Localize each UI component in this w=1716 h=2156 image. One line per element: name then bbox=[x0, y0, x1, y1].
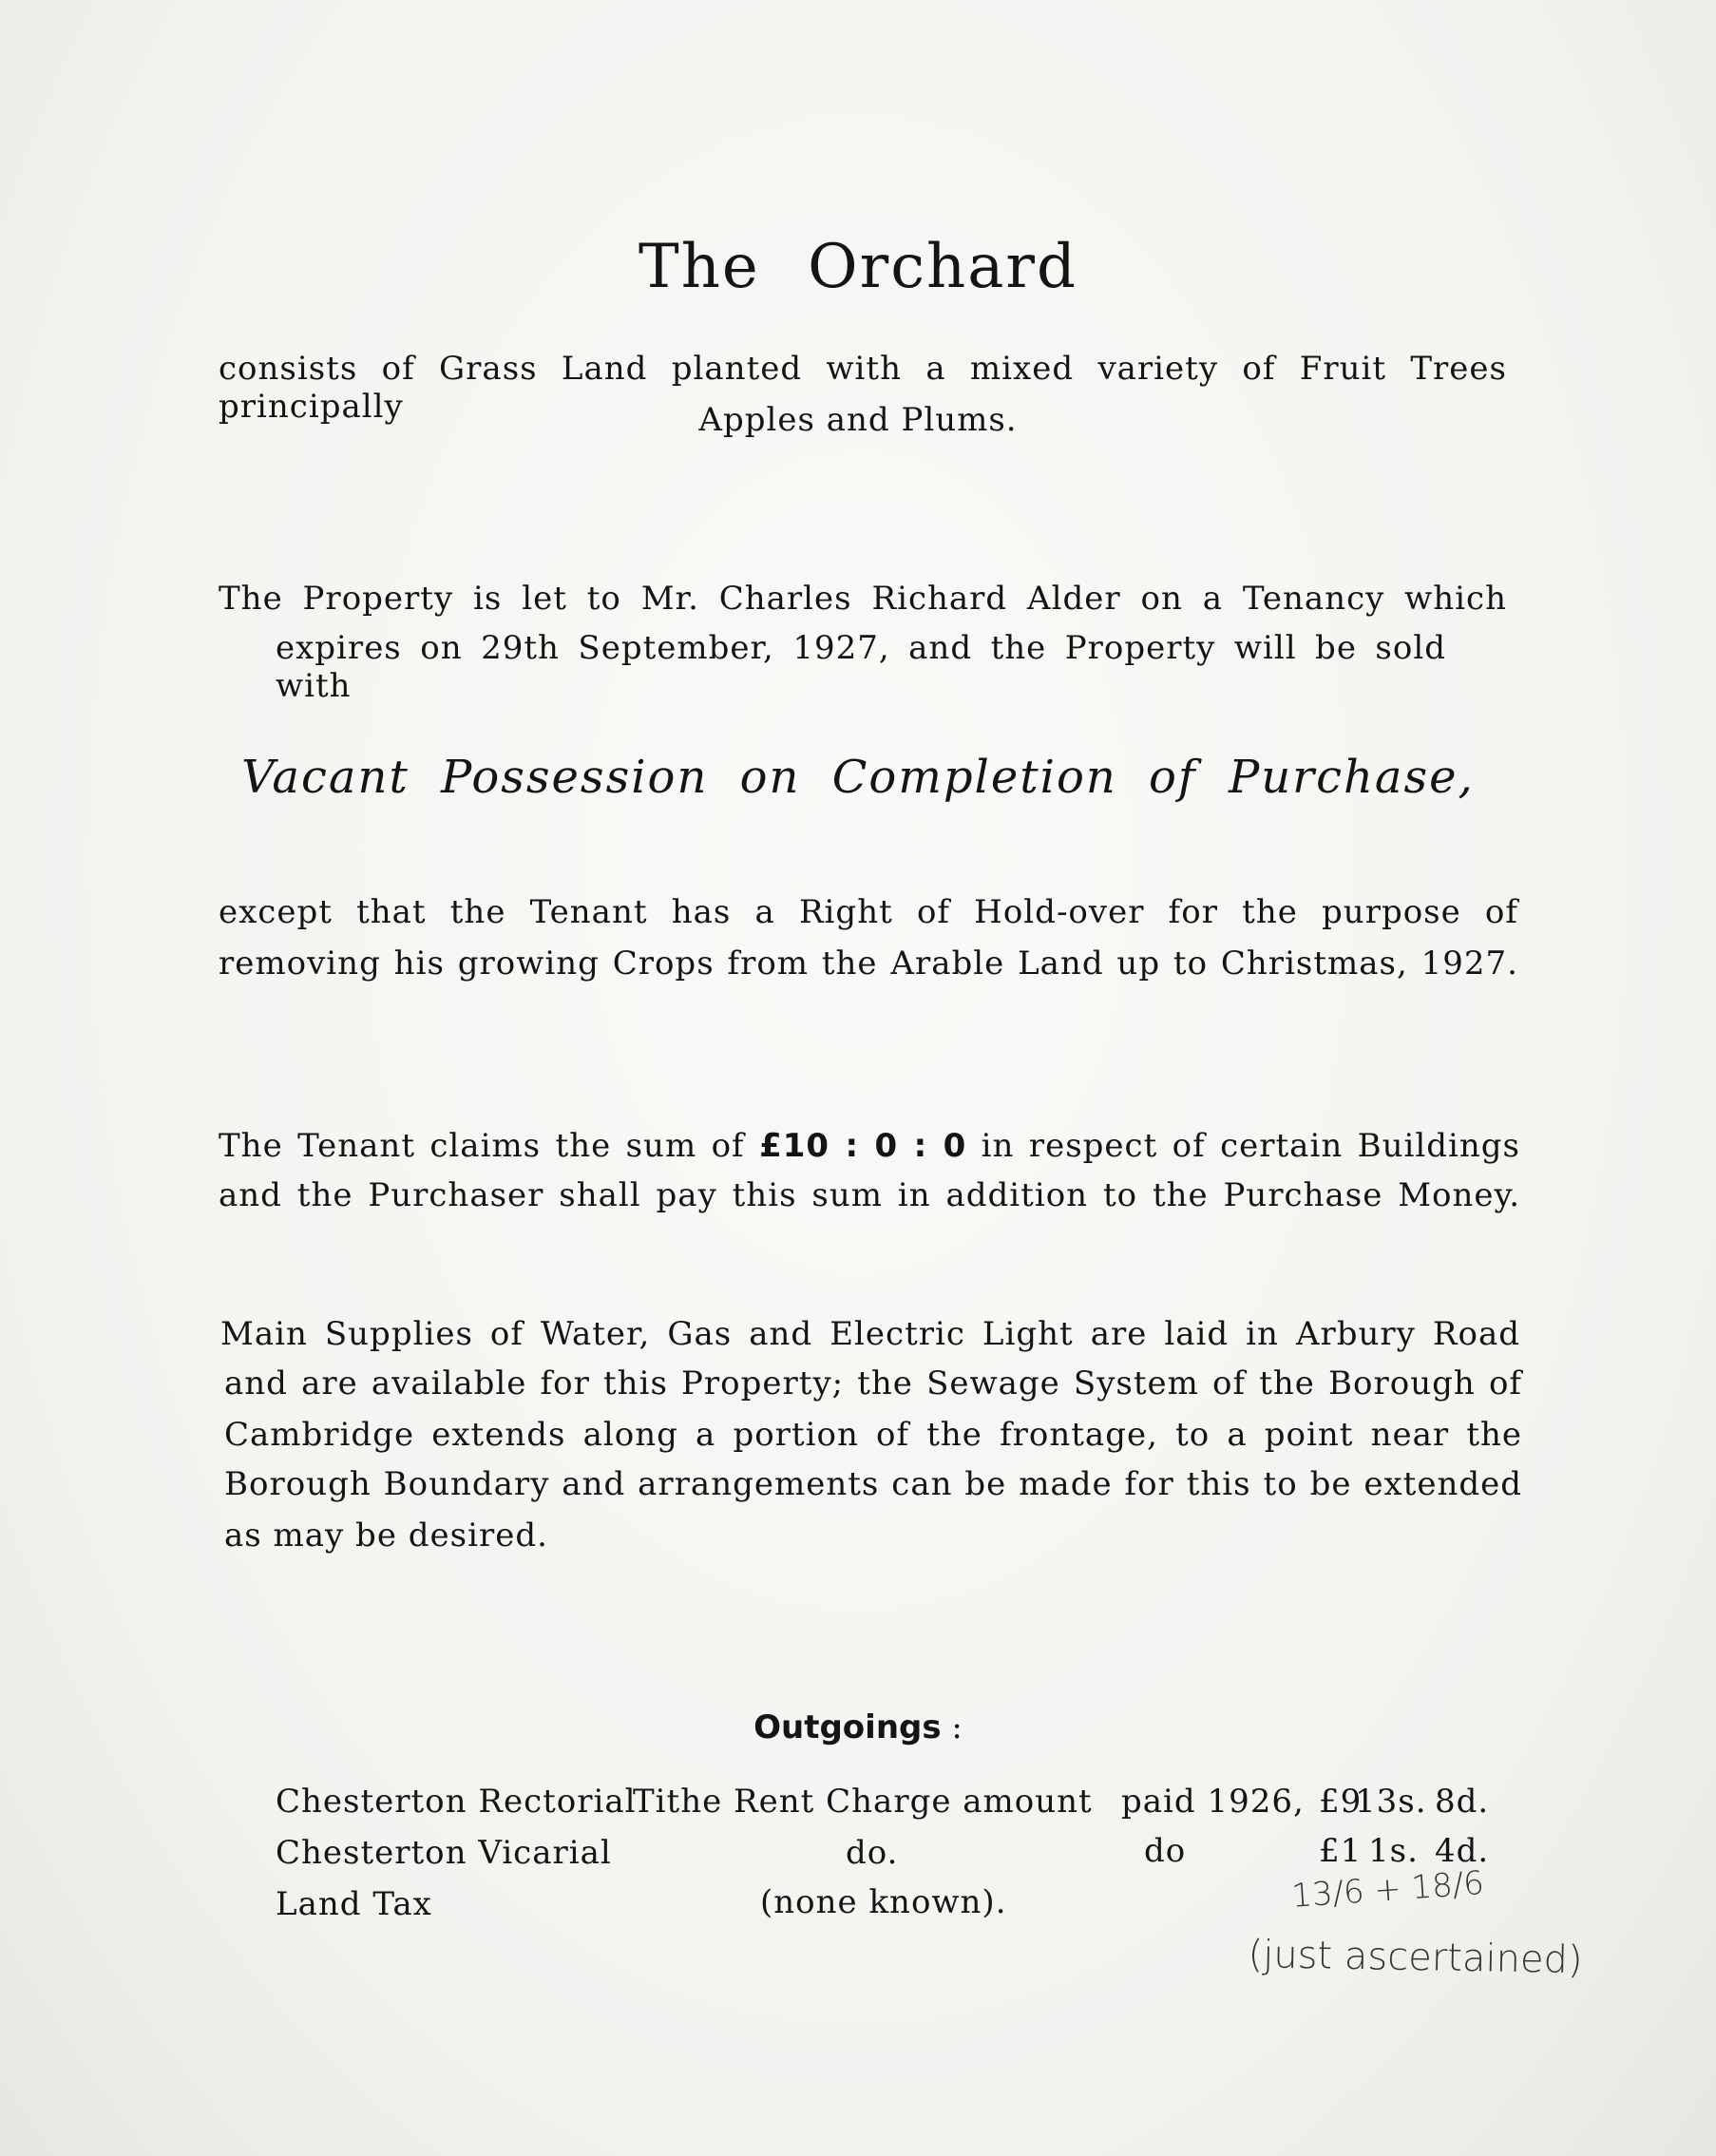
claim-line-2: and the Purchaser shall pay this sum in addition to the Purchase Money. bbox=[219, 1176, 1520, 1214]
claim-line-1 bbox=[219, 1127, 1520, 1165]
outgoing-row-1-pence: 8d. bbox=[1435, 1783, 1490, 1821]
outgoing-row-2-pence: 4d. bbox=[1435, 1832, 1490, 1870]
outgoing-row-2-name: Chesterton Vicarial bbox=[276, 1834, 612, 1872]
supplies-line-3: Cambridge extends along a portion of the frontage, to a point near the bbox=[224, 1416, 1522, 1454]
outgoing-row-3-name: Land Tax bbox=[276, 1885, 432, 1923]
supplies-line-4: Borough Boundary and arrangements can be made for this to be extended bbox=[224, 1465, 1522, 1503]
holdover-line-1: except that the Tenant has a Right of Hold-over for the purpose of bbox=[219, 893, 1518, 931]
outgoing-row-2-pounds: £1 bbox=[1319, 1832, 1363, 1870]
holdover-line-2: removing his growing Crops from the Arable Land up to Christmas, 1927. bbox=[219, 944, 1518, 983]
orchard-description-line-2: Apples and Plums. bbox=[698, 401, 1018, 439]
outgoing-row-1-desc: Tithe Rent Charge amount bbox=[633, 1783, 1093, 1821]
outgoing-row-3-desc: (none known). bbox=[760, 1883, 1007, 1921]
tenancy-line-2: expires on 29th September, 1927, and the Property will be sold with bbox=[276, 629, 1446, 705]
vacant-possession-heading: Vacant Possession on Completion of Purchase, bbox=[241, 751, 1475, 804]
outgoing-row-1-pounds: £9 bbox=[1319, 1783, 1363, 1821]
outgoing-row-1-name: Chesterton Rectorial bbox=[276, 1783, 637, 1821]
claim-amount: £10 : 0 : 0 bbox=[759, 1127, 967, 1165]
handwritten-note: (just ascertained) bbox=[1248, 1933, 1583, 1983]
outgoing-row-1-shillings: 13s. bbox=[1355, 1783, 1427, 1821]
outgoing-row-2-shillings: 1s. bbox=[1368, 1832, 1419, 1870]
tenancy-line-1: The Property is let to Mr. Charles Richard Alder on a Tenancy which bbox=[219, 580, 1507, 618]
outgoing-row-2-paid: do bbox=[1144, 1832, 1187, 1870]
supplies-line-5: as may be desired. bbox=[224, 1517, 548, 1555]
claim-prefix: The Tenant claims the sum of bbox=[219, 1127, 745, 1165]
outgoing-row-2-desc: do. bbox=[846, 1834, 899, 1872]
page-title: The Orchard bbox=[639, 232, 1077, 302]
outgoings-colon: : bbox=[951, 1708, 963, 1746]
supplies-line-1: Main Supplies of Water, Gas and Electric Light are laid in Arbury Road bbox=[220, 1315, 1520, 1353]
outgoing-row-1-paid: paid 1926, bbox=[1121, 1783, 1305, 1821]
outgoings-label: Outgoings bbox=[753, 1708, 942, 1746]
handwritten-amount: 13/6 + 18/6 bbox=[1290, 1863, 1486, 1916]
orchard-description-line-1: consists of Grass Land planted with a mixed variety of Fruit Trees principally bbox=[219, 350, 1507, 426]
claim-suffix: in respect of certain Buildings bbox=[981, 1127, 1521, 1165]
supplies-line-2: and are available for this Property; the Sewage System of the Borough of bbox=[224, 1364, 1522, 1402]
outgoings-heading bbox=[0, 1708, 1716, 1746]
